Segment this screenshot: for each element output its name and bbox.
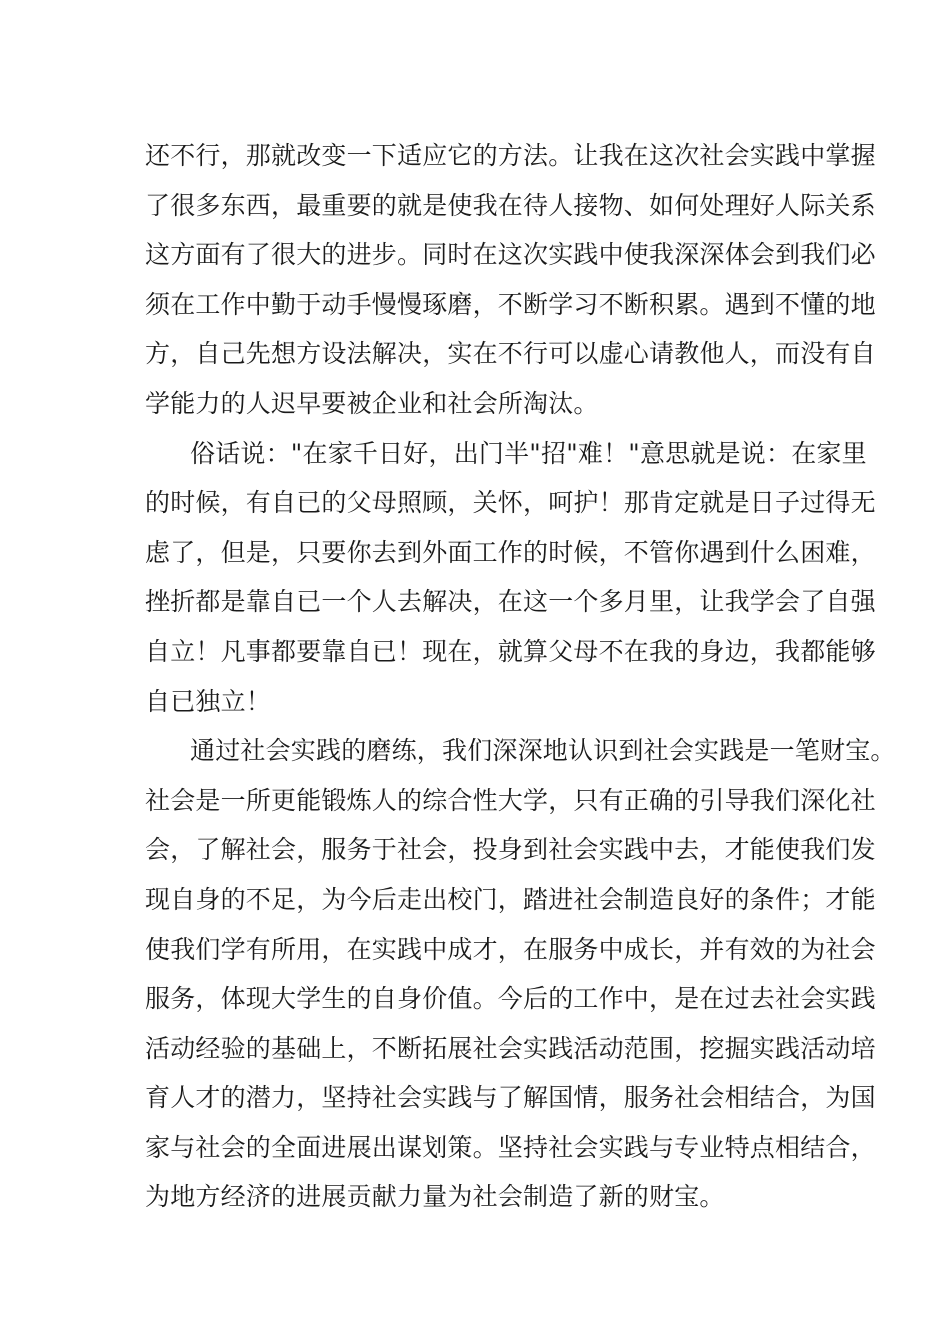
- text-line: 这方面有了很大的进步。同时在这次实践中使我深深体会到我们必: [145, 240, 876, 270]
- text-line: 会，了解社会，服务于社会，投身到社会实践中去，才能使我们发: [145, 835, 876, 865]
- text-line: 社会是一所更能锻炼人的综合性大学，只有正确的引导我们深化社: [145, 785, 876, 815]
- text-line: 须在工作中勤于动手慢慢琢磨，不断学习不断积累。遇到不懂的地: [145, 289, 876, 319]
- text-line: 家与社会的全面进展出谋划策。坚持社会实践与专业特点相结合，: [145, 1132, 876, 1162]
- body-text: [145, 131, 896, 1222]
- text-line: 为地方经济的进展贡献力量为社会制造了新的财宝。: [145, 1182, 725, 1212]
- paragraph-1: [145, 131, 876, 429]
- text-line: 学能力的人迟早要被企业和社会所淘汰。: [145, 388, 599, 418]
- text-line: 方，自己先想方设法解决，实在不行可以虚心请教他人，而没有自: [145, 339, 876, 369]
- text-line: 使我们学有所用，在实践中成才，在服务中成长，并有效的为社会: [145, 934, 876, 964]
- text-line: 还不行，那就改变一下适应它的方法。让我在这次社会实践中掌握: [145, 141, 876, 170]
- paragraph-2: [145, 429, 876, 727]
- text-line: 育人才的潜力，坚持社会实践与了解国情，服务社会相结合，为国: [145, 1083, 876, 1113]
- text-line: 虑了，但是，只要你去到外面工作的时候，不管你遇到什么困难，: [145, 537, 876, 567]
- text-line: 俗话说："在家千日好，出门半"招"难！"意思就是说：在家里: [190, 438, 867, 468]
- text-line: 挫折都是靠自已一个人去解决，在这一个多月里，让我学会了自强: [145, 587, 876, 617]
- text-line: 自已独立！: [145, 686, 272, 716]
- paragraph-3: [145, 726, 896, 1222]
- text-line: 通过社会实践的磨练，我们深深地认识到社会实践是一笔财宝。: [190, 736, 896, 766]
- text-line: 了很多东西，最重要的就是使我在待人接物、如何处理好人际关系: [145, 190, 876, 220]
- text-line: 活动经验的基础上，不断拓展社会实践活动范围，挖掘实践活动培: [145, 1033, 876, 1063]
- text-line: 的时候，有自已的父母照顾，关怀，呵护！那肯定就是日子过得无: [145, 488, 876, 518]
- text-line: 服务，体现大学生的自身价值。今后的工作中，是在过去社会实践: [145, 984, 876, 1014]
- text-line: 现自身的不足，为今后走出校门，踏进社会制造良好的条件；才能: [145, 884, 876, 914]
- text-line: 自立！凡事都要靠自已！现在，就算父母不在我的身边，我都能够: [145, 636, 876, 666]
